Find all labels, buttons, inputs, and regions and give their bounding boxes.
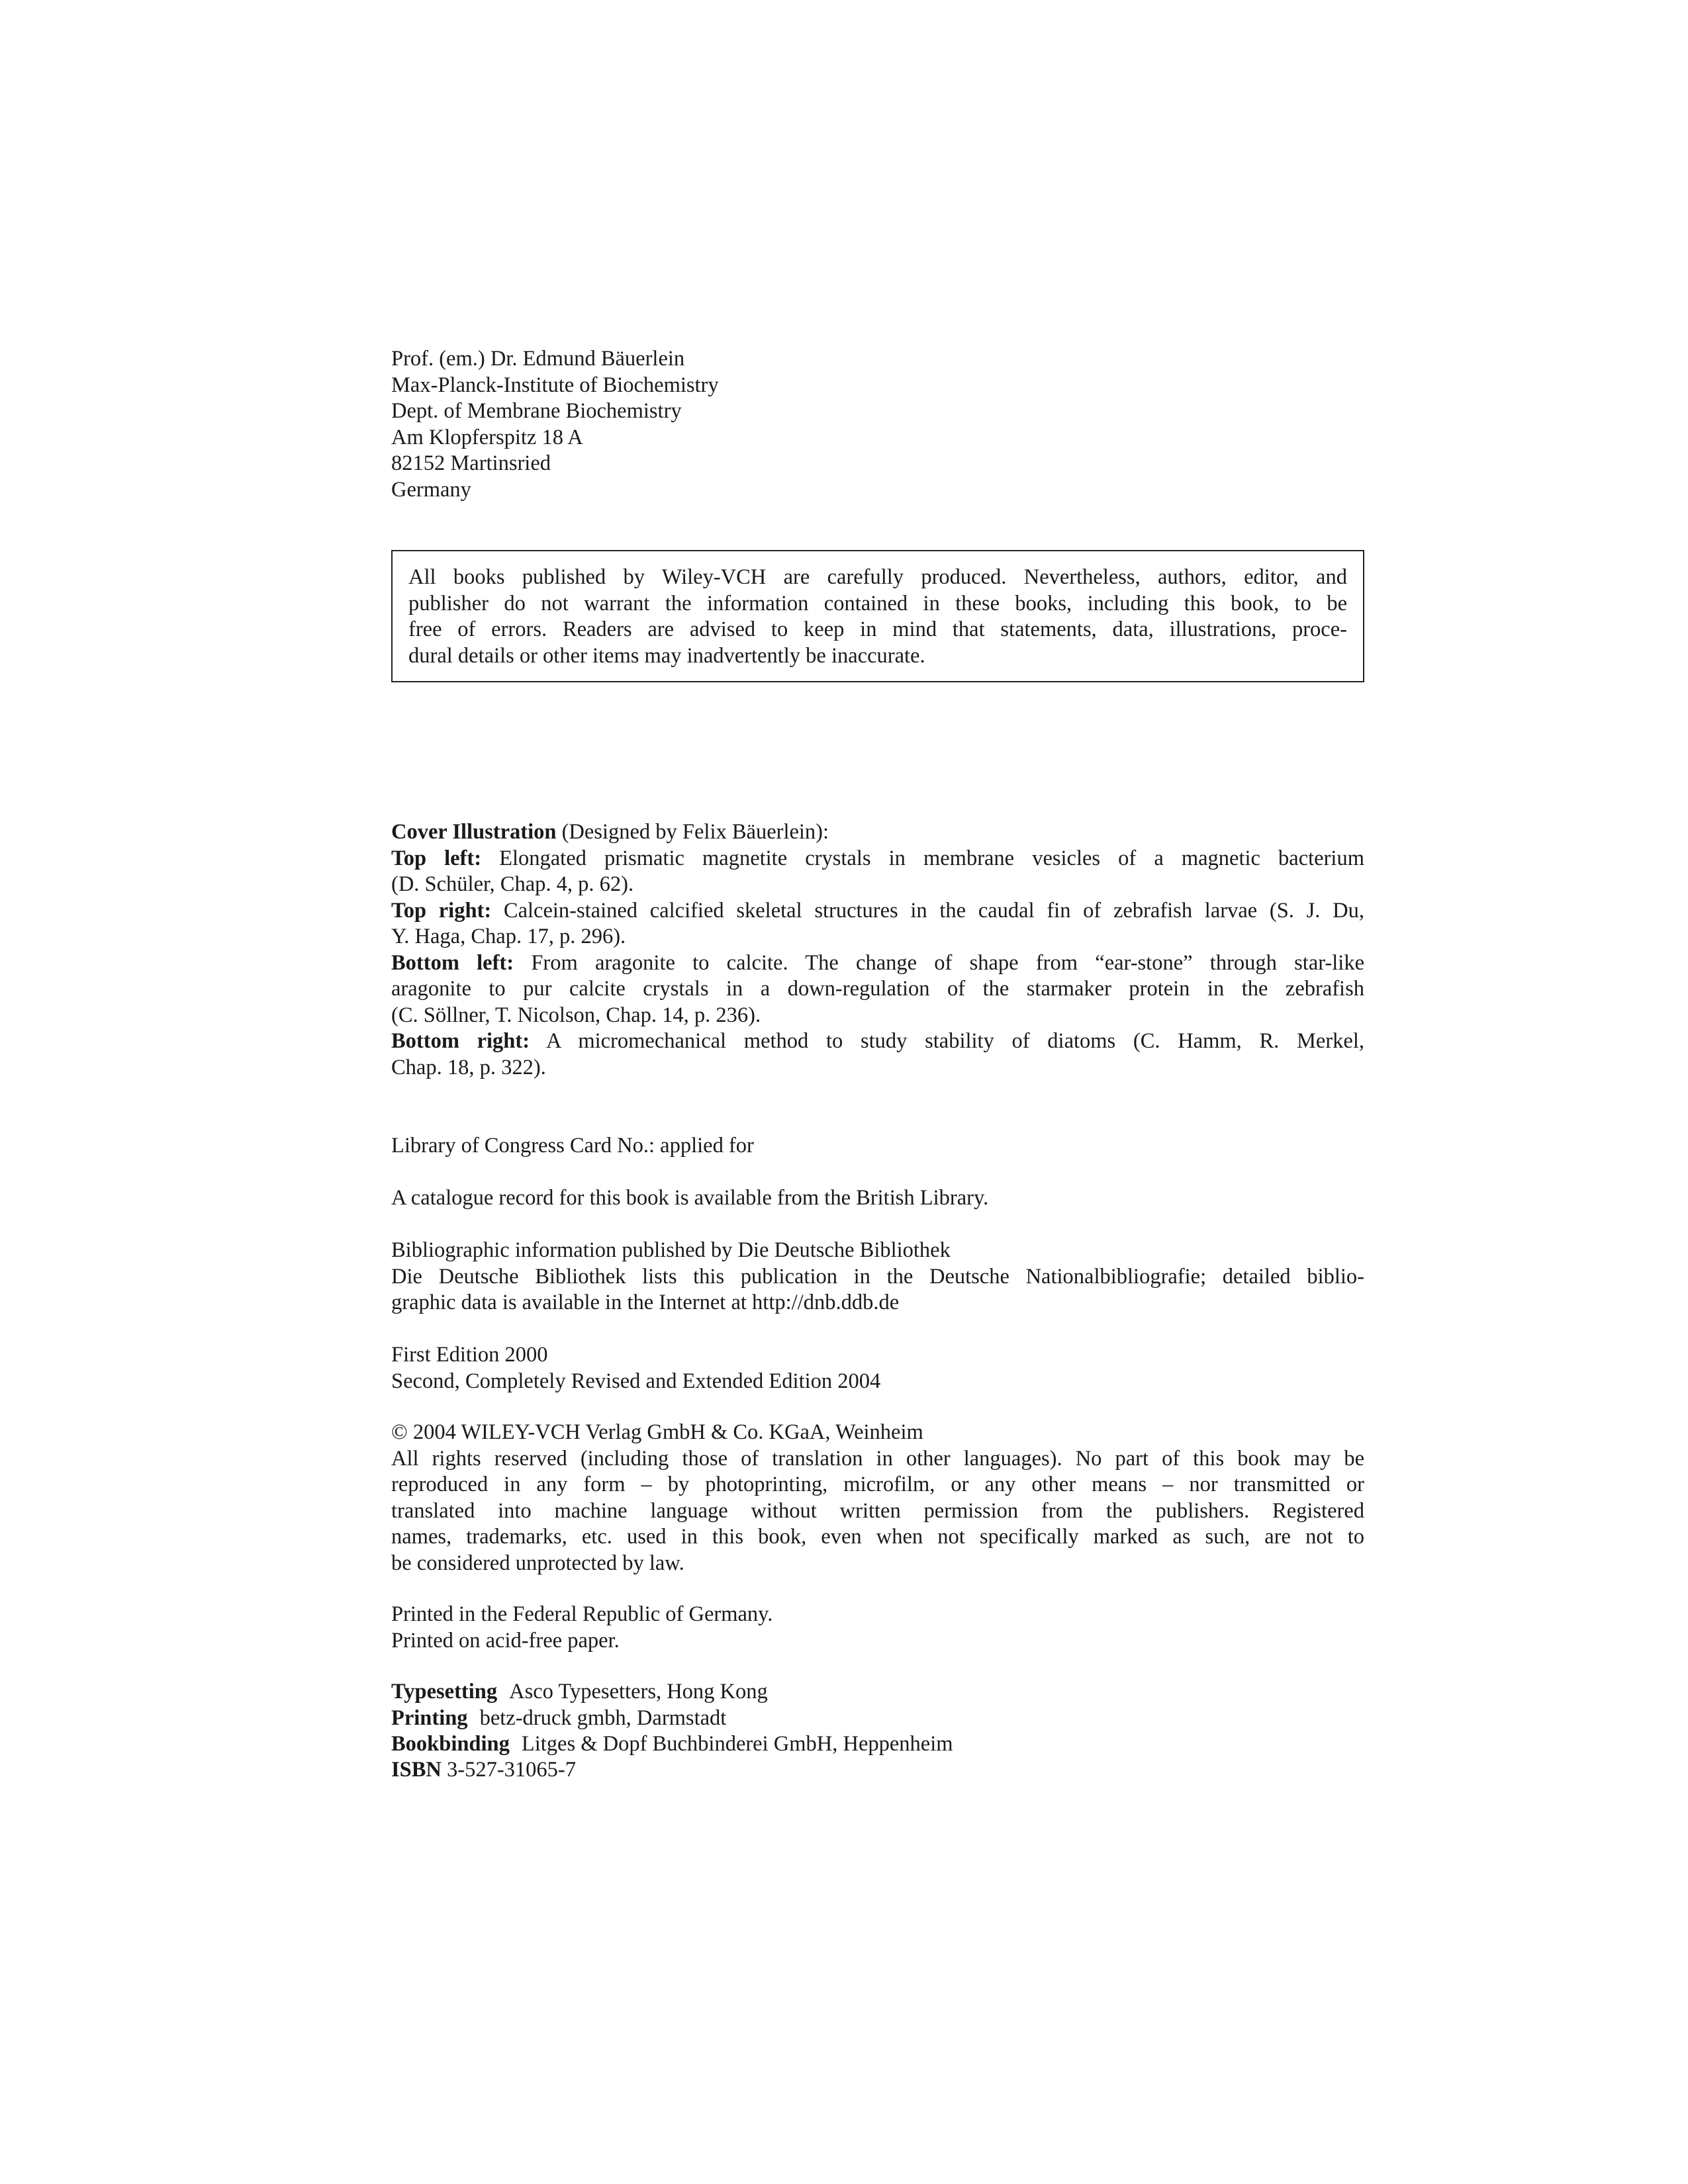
printing-info	[391, 1602, 1364, 1654]
copyright-line: © 2004 WILEY-VCH Verlag GmbH & Co. KGaA, Weinheim	[391, 1420, 923, 1444]
production-credits	[391, 1679, 1364, 1758]
cover-bottom-left: Bottom left: From aragonite to calcite. The change of shape from “ear-stone” through star-like	[391, 950, 1364, 975]
deutsche-bibliothek	[391, 1238, 1364, 1316]
printed-paper: Printed on acid-free paper.	[391, 1628, 620, 1653]
cover-top-right-cont: Y. Haga, Chap. 17, p. 296).	[391, 925, 626, 948]
disclaimer-line: free of errors. Readers are advised to keep in mind that statements, data, illustrations, proce-	[408, 617, 1347, 641]
library-of-congress	[391, 1133, 1364, 1160]
second-edition: Second, Completely Revised and Extended Edition 2004	[391, 1369, 881, 1393]
disclaimer-box	[391, 550, 1364, 682]
bookbinding-row	[391, 1731, 1364, 1758]
copyright-notice	[391, 1420, 1364, 1576]
cover-top-right: Top right: Calcein-stained calcified skeletal structures in the caudal fin of zebrafish larvae (S. J. Du,	[391, 898, 1364, 923]
disclaimer-line: publisher do not warrant the information contained in these books, including this book, to be	[408, 591, 1347, 615]
loc-card: Library of Congress Card No.: applied for	[391, 1134, 754, 1158]
cover-heading-line	[391, 819, 1364, 846]
isbn	[391, 1757, 1364, 1784]
bottom-right-label: Bottom right:	[391, 1029, 530, 1053]
printing-row	[391, 1706, 1364, 1732]
rights-line: translated into machine language without written permission from the publishers. Registered	[391, 1498, 1364, 1523]
cover-top-left-cont: (D. Schüler, Chap. 4, p. 62).	[391, 872, 634, 896]
cover-bottom-right-cont: Chap. 18, p. 322).	[391, 1055, 546, 1079]
top-left-label: Top left:	[391, 846, 482, 870]
author-street: Am Klopferspitz 18 A	[391, 425, 583, 449]
isbn-line	[391, 1757, 1364, 1784]
isbn-label: ISBN	[391, 1758, 442, 1782]
printing-value: betz-druck gmbh, Darmstadt	[479, 1706, 727, 1730]
rights-line: be considered unprotected by law.	[391, 1551, 684, 1575]
author-address	[391, 346, 1364, 503]
bottom-left-label: Bottom left:	[391, 950, 514, 975]
bookbinding-value: Litges & Dopf Buchbinderei GmbH, Heppenheim	[521, 1732, 953, 1756]
author-city: 82152 Martinsried	[391, 451, 551, 475]
cover-bottom-left-cont: (C. Söllner, T. Nicolson, Chap. 14, p. 236).	[391, 1003, 761, 1027]
rights-line: names, trademarks, etc. used in this book, even when not specifically marked as such, are not to	[391, 1525, 1364, 1549]
rights-line: reproduced in any form – by photoprinting, microfilm, or any other means – nor transmitted or	[391, 1473, 1364, 1496]
cover-bottom-left-cont: aragonite to pur calcite crystals in a down-regulation of the starmaker protein in the zebrafish	[391, 977, 1364, 1001]
british-library-record: A catalogue record for this book is available from the British Library.	[391, 1186, 989, 1210]
printing-label: Printing	[391, 1706, 468, 1730]
dnb-text: Die Deutsche Bibliothek lists this publication in the Deutsche Nationalbibliografie; detailed biblio-	[391, 1264, 1364, 1289]
cover-top-left: Top left: Elongated prismatic magnetite crystals in membrane vesicles of a magnetic bacterium	[391, 846, 1364, 870]
rights-line: All rights reserved (including those of translation in other languages). No part of this book may be	[391, 1446, 1364, 1471]
top-right-label: Top right:	[391, 898, 492, 923]
typesetting-value: Asco Typesetters, Hong Kong	[509, 1680, 768, 1704]
edition-history	[391, 1342, 1364, 1394]
author-department: Dept. of Membrane Biochemistry	[391, 399, 682, 423]
cover-illustration-credits	[391, 819, 1364, 1081]
cover-heading: Cover Illustration	[391, 820, 557, 844]
typesetting-row	[391, 1679, 1364, 1706]
first-edition: First Edition 2000	[391, 1343, 548, 1367]
printed-country: Printed in the Federal Republic of Germany.	[391, 1602, 773, 1626]
typesetting-label: Typesetting	[391, 1680, 498, 1704]
disclaimer-line: All books published by Wiley-VCH are carefully produced. Nevertheless, authors, editor, and	[408, 565, 1347, 589]
british-library	[391, 1185, 1364, 1212]
isbn-value: 3-527-31065-7	[441, 1758, 576, 1782]
author-name: Prof. (em.) Dr. Edmund Bäuerlein	[391, 347, 685, 371]
author-country: Germany	[391, 477, 471, 502]
cover-designer: (Designed by Felix Bäuerlein):	[556, 820, 829, 844]
disclaimer-line: dural details or other items may inadvertently be inaccurate.	[408, 643, 925, 668]
cover-bottom-right: Bottom right: A micromechanical method to study stability of diatoms (C. Hamm, R. Merkel,	[391, 1029, 1364, 1053]
dnb-text: graphic data is available in the Internet at http://dnb.ddb.de	[391, 1291, 900, 1314]
author-institute: Max-Planck-Institute of Biochemistry	[391, 373, 719, 397]
bookbinding-label: Bookbinding	[391, 1732, 510, 1756]
dnb-heading: Bibliographic information published by Die Deutsche Bibliothek	[391, 1238, 951, 1262]
